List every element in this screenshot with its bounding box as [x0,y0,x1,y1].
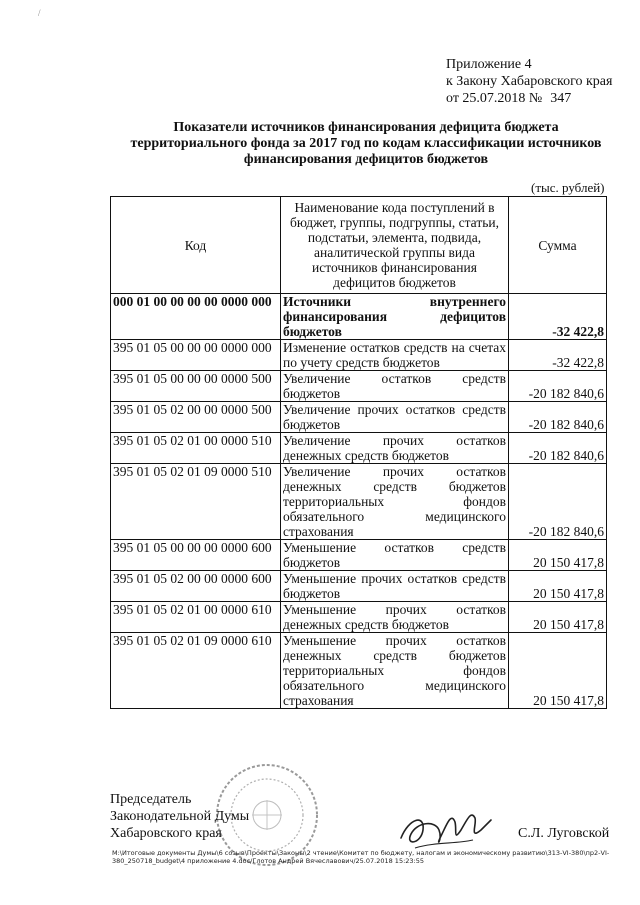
table-body [111,294,607,709]
row-sum: 20 150 417,8 [509,571,607,602]
units-label: (тыс. рублей) [531,180,605,195]
row-name: Увеличение прочих остатков средств бюджетов [281,402,509,433]
table-header-row [111,197,607,294]
chairman-line-3: Хабаровского края [110,826,222,841]
row-code: 395 01 05 02 01 09 0000 510 [111,464,281,540]
row-code: 395 01 05 02 01 00 0000 610 [111,602,281,633]
row-name: Уменьшение прочих остатков денежных средств бюджетов [281,602,509,633]
row-code: 395 01 05 02 00 00 0000 500 [111,402,281,433]
table-row [111,540,607,571]
chairman-block [110,791,249,842]
header-code: Код [111,197,281,294]
appendix-date: от 25.07.2018 № [446,91,543,106]
row-sum: -32 422,8 [509,294,607,340]
header-name: Наименование кода поступлений в бюджет, группы, подгруппы, статьи, подстатьи, элемента, подвида, аналитической группы вида источников финансирования дефицитов бюджетов [281,197,509,294]
appendix-line-1: Приложение 4 [446,57,532,72]
row-name: Изменение остатков средств на счетах по учету средств бюджетов [281,340,509,371]
appendix-line-3 [446,90,612,107]
row-name: Источники внутреннего финансирования дефицитов бюджетов [281,294,509,340]
row-sum: -20 182 840,6 [509,371,607,402]
row-code: 395 01 05 00 00 00 0000 600 [111,540,281,571]
row-sum: -20 182 840,6 [509,433,607,464]
row-sum: -32 422,8 [509,340,607,371]
table-row [111,371,607,402]
table-row [111,464,607,540]
document-title: Показатели источников финансирования дефицита бюджета территориального фонда за 2017 год по кодам классификации источников финансирования дефицитов бюджетов [130,120,602,167]
row-code: 395 01 05 00 00 00 0000 500 [111,371,281,402]
table-row [111,433,607,464]
table-row [111,602,607,633]
chairman-line-2: Законодательной Думы [110,809,250,824]
appendix-line-2: к Закону Хабаровского края [446,74,613,89]
row-sum: -20 182 840,6 [509,402,607,433]
header-sum: Сумма [509,197,607,294]
row-code: 395 01 05 02 00 00 0000 600 [111,571,281,602]
row-name: Уменьшение прочих остатков средств бюджетов [281,571,509,602]
table-row [111,633,607,709]
signer-name: С.Л. Луговской [518,826,610,841]
table-row [111,571,607,602]
table-row [111,402,607,433]
row-code: 000 01 00 00 00 00 0000 000 [111,294,281,340]
row-name: Увеличение остатков средств бюджетов [281,371,509,402]
law-number: 347 [550,91,572,106]
file-path-footer: M:\Итоговые документы Думы\6 созыв\Проекты\Законы\2 чтение\Комитет по бюджету, налогам и экономическому развитию\313-VI-380\пр2-VI-380_250718_budget\4 приложение 4.doc/Глотов Андрей Вячеславович/25.07.2018 15:23:55 [112,849,610,865]
table-row [111,294,607,340]
row-sum: -20 182 840,6 [509,464,607,540]
row-sum: 20 150 417,8 [509,633,607,709]
appendix-header [446,56,612,107]
sources-table [110,196,607,709]
row-name: Уменьшение остатков средств бюджетов [281,540,509,571]
row-code: 395 01 05 02 01 00 0000 510 [111,433,281,464]
row-sum: 20 150 417,8 [509,602,607,633]
table-row [111,340,607,371]
row-code: 395 01 05 00 00 00 0000 000 [111,340,281,371]
row-name: Уменьшение прочих остатков денежных средств бюджетов территориальных фондов обязательного медицинского страхования [281,633,509,709]
row-name: Увеличение прочих остатков денежных средств бюджетов [281,433,509,464]
row-sum: 20 150 417,8 [509,540,607,571]
row-code: 395 01 05 02 01 09 0000 610 [111,633,281,709]
corner-mark: / [38,8,41,18]
row-name: Увеличение прочих остатков денежных средств бюджетов территориальных фондов обязательного медицинского страхования [281,464,509,540]
chairman-line-1: Председатель [110,792,192,807]
